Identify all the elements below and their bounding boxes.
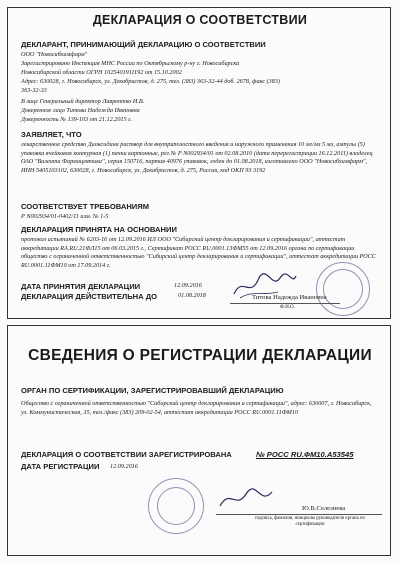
declaration-title: ДЕКЛАРАЦИЯ О СООТВЕТСТВИИ: [92, 13, 308, 27]
acceptance-date-label: ДАТА ПРИНЯТИЯ ДЕКЛАРАЦИИ: [21, 282, 141, 291]
address-line-1: Адрес: 630028, г. Новосибирск, ул. Декабристов, д. 275, тел. (383) 363-32-44 доб. 2678, факс (383): [21, 78, 280, 85]
registration-title: СВЕДЕНИЯ О РЕГИСТРАЦИИ ДЕКЛАРАЦИИ: [28, 347, 372, 364]
certification-body-text: Общество с ограниченной ответственностью "Сибирский центр декларирования и сертификации", адрес: 630007, г. Новосибирск, ул. Коммунистическая, 35, тел./факс (383) 209-02-54, аттестат аккредитации РОСС RU.0001.11ФМ10: [21, 400, 372, 416]
certification-body-heading: ОРГАН ПО СЕРТИФИКАЦИИ, ЗАРЕГИСТРИРОВАВШИЙ ДЕКЛАРАЦИЮ: [21, 386, 284, 395]
company-name: ООО "Новосибхимфарм": [21, 51, 88, 58]
acceptance-date: 12.09.2016: [174, 282, 202, 289]
signer-caption: Ф.И.О.: [280, 305, 295, 310]
claims-text: лекарственное средство Диоксидина раствор для внутриполостного введения и наружного применения 10 мг/мл 5 мл, ампулы (5) упаковка ячейковая контурная (1) пачки картонные, рег.№ Р N002934/01 от 02.08.2010 (дата перерегистрации 16.12.2011) владелец ОАО "Валента Фармацевтика", серия 150716, партия 40976 упаковок, годен до 01.08.2018, изготовлено ООО "Новосибхимфарм", ИНН 5405103102, 630028, г. Новосибирск, ул. Декабристов, д. 275, Россия, код ОКП 93 3192: [21, 141, 373, 174]
claims-heading: ЗАЯВЛЯЕТ, ЧТО: [21, 130, 82, 139]
declarant-heading: ДЕКЛАРАНТ, ПРИНИМАЮЩИЙ ДЕКЛАРАЦИЮ О СООТВЕТСТВИИ: [21, 40, 266, 49]
registration-line-2: Новосибирской области ОГРН 1025401911192 от 15.10.2002: [21, 69, 182, 76]
address-line-2: 363-32-33: [21, 87, 47, 94]
head-signature-underline: [216, 514, 382, 515]
requirements-heading: СООТВЕТСТВУЕТ ТРЕБОВАНИЯМ: [21, 202, 150, 211]
valid-until-label: ДЕКЛАРАЦИЯ ДЕЙСТВИТЕЛЬНА ДО: [21, 292, 158, 301]
registration-date-label: ДАТА РЕГИСТРАЦИИ: [21, 462, 100, 471]
requirements-text: Р N002934/01-0402/11 изм. № 1-5: [21, 213, 109, 220]
head-caption: подпись, фамилия, инициалы руководителя органа по сертификации: [255, 516, 365, 527]
registration-line-1: Зарегистрировано Инспекция МНС России по Октябрьскому р-ну г. Новосибирска: [21, 60, 240, 67]
registration-date: 12.09.2016: [110, 463, 138, 470]
declarant-signer-name: Титова Надежда Ивановна: [252, 294, 327, 301]
registration-number: № РОСС RU.ФМ10.А53545: [256, 450, 354, 459]
registration-label: ДЕКЛАРАЦИЯ О СООТВЕТСТВИИ ЗАРЕГИСТРИРОВАНА: [21, 450, 232, 459]
proxy-person-line: Доверенное лицо Титова Надежда Ивановна: [21, 107, 140, 114]
power-of-attorney-line: Доверенность № 139-103 от 21.12.2015 г.: [21, 116, 133, 123]
registration-stamp-inner-ring: [157, 487, 195, 525]
basis-text: протокол испытаний № 6203-16 от 12.09.2016 ИЛ ООО "Сибирский центр декларирования и сертификации", аттестат аккредитации RA.RU.21ФЛ15 от 06.03.2015 г., Сертификат РОСС RU.0001.13ФМ55 от 12.09.2016 органа по сертификации общество с ограниченной ответственностью "Сибирский центр декларирования и сертификации", аттестат аккредитации РОСС RU.0001.11ФМ10 от 17.09.2014 г.: [21, 236, 376, 269]
director-line: В лице Генеральный директор Лаврентко И.В.: [21, 98, 145, 105]
head-name: Ю.В.Селезнева: [302, 505, 346, 512]
basis-heading: ДЕКЛАРАЦИЯ ПРИНЯТА НА ОСНОВАНИИ: [21, 225, 177, 234]
valid-until-date: 01.08.2018: [178, 292, 206, 299]
registration-signature: [216, 484, 276, 514]
